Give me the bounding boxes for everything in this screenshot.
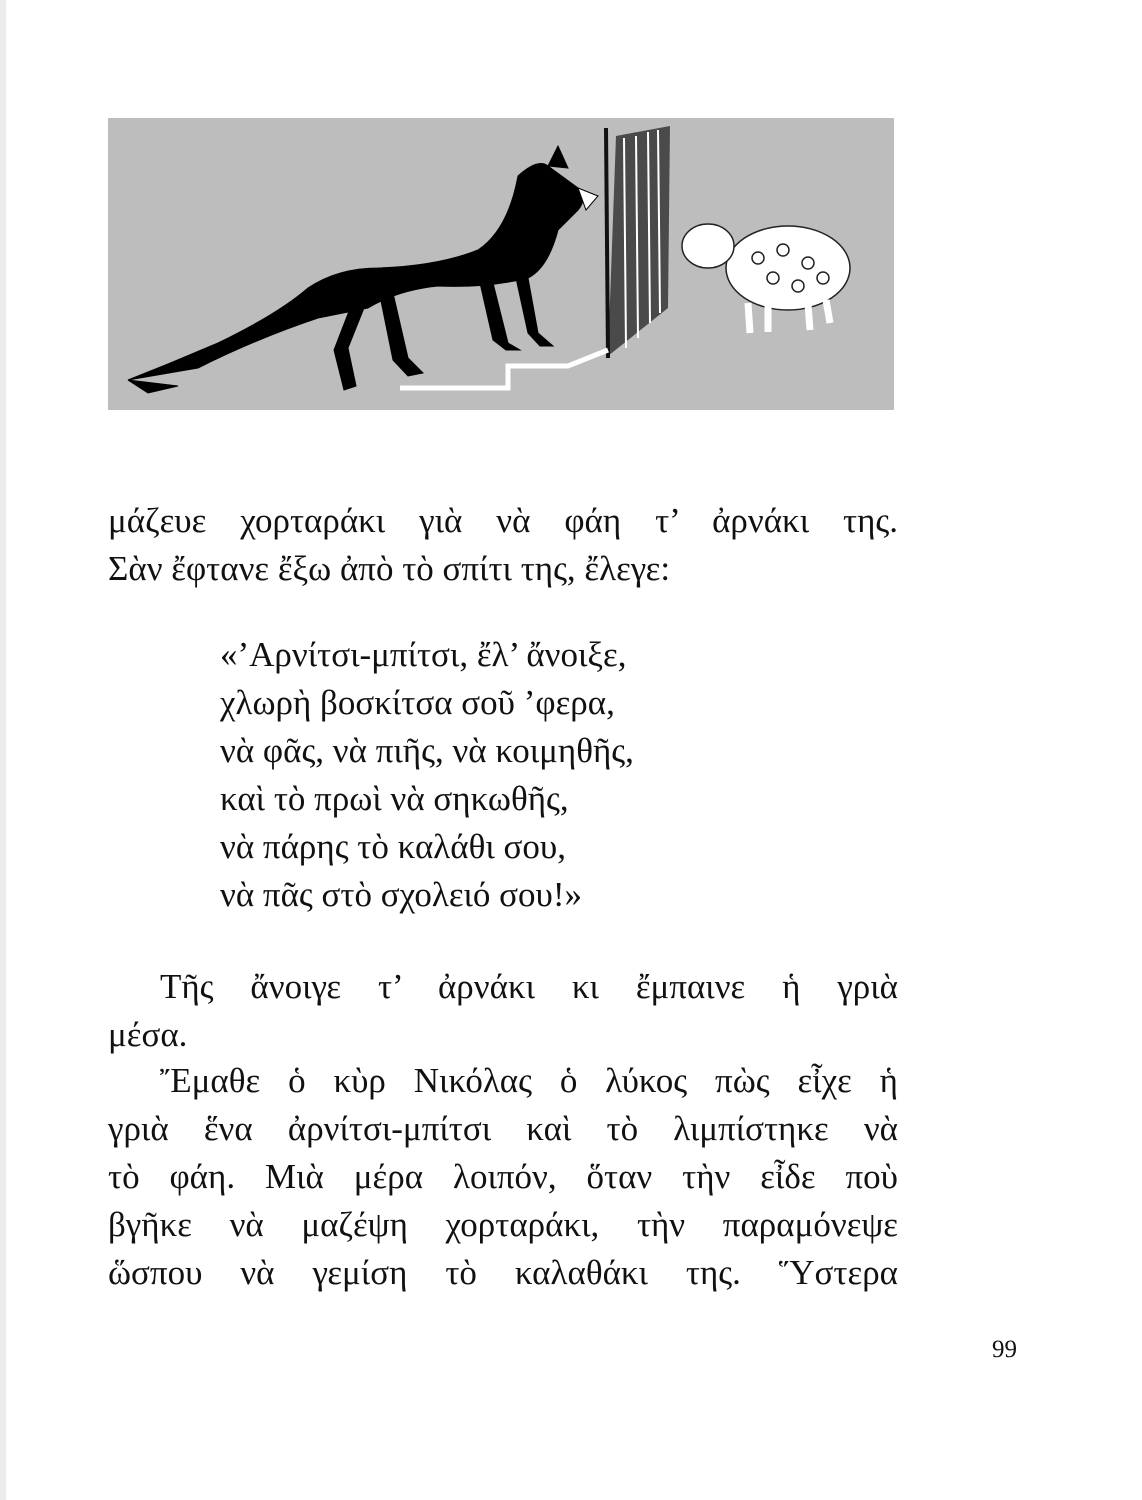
paragraph-2 (108, 963, 898, 1059)
text-line: μέσα. (108, 1015, 188, 1054)
poem-line: καὶ τὸ πρωὶ νὰ σηκωθῆς, (220, 779, 569, 818)
text-line: Σὰν ἔφτανε ἔξω ἀπὸ τὸ σπίτι της, ἔλεγε: (108, 549, 671, 588)
text-line: Τῆς ἄνοιγε τ’ ἀρνάκι κι ἔμπαινε ἡ γριὰ (160, 967, 898, 1006)
text-line: τὸ φάη. Μιὰ μέρα λοιπόν, ὅταν τὴν εἶδε ποὺ (108, 1157, 898, 1196)
poem-line: νὰ φᾶς, νὰ πιῆς, νὰ κοιμηθῆς, (220, 731, 634, 770)
text-line: βγῆκε νὰ μαζέψη χορταράκι, τὴν παραμόνεψε (108, 1205, 898, 1244)
poem-line: «’Αρνίτσι-μπίτσι, ἔλ’ ἄνοιξε, (220, 635, 627, 674)
paragraph-1 (108, 497, 898, 593)
wolf-and-lamb-illustration (108, 118, 894, 410)
door-icon (606, 126, 670, 358)
page-edge (0, 0, 6, 1500)
text-line: Ἔμαθε ὁ κὺρ Νικόλας ὁ λύκος πὼς εἶχε ἡ (160, 1061, 898, 1100)
lamb-icon (682, 224, 850, 333)
text-line: γριὰ ἕνα ἀρνίτσι-μπίτσι καὶ τὸ λιμπίστηκε νὰ (108, 1109, 898, 1148)
paragraph-3 (108, 1057, 898, 1297)
steps-icon (400, 350, 608, 388)
poem (220, 631, 780, 919)
poem-line: νὰ πᾶς στὸ σχολειό σου!» (220, 875, 583, 914)
wolf-icon (128, 146, 598, 393)
text-line: ὥσπου νὰ γεμίση τὸ καλαθάκι της. Ὕστερα (108, 1253, 898, 1292)
text-line: μάζευε χορταράκι γιὰ νὰ φάη τ’ ἀρνάκι της. (108, 501, 898, 540)
poem-line: νὰ πάρης τὸ καλάθι σου, (220, 827, 566, 866)
illustration-drawing (108, 118, 894, 410)
page-number: 99 (992, 1336, 1017, 1363)
poem-line: χλωρὴ βοσκίτσα σοῦ ’φερα, (220, 683, 615, 722)
